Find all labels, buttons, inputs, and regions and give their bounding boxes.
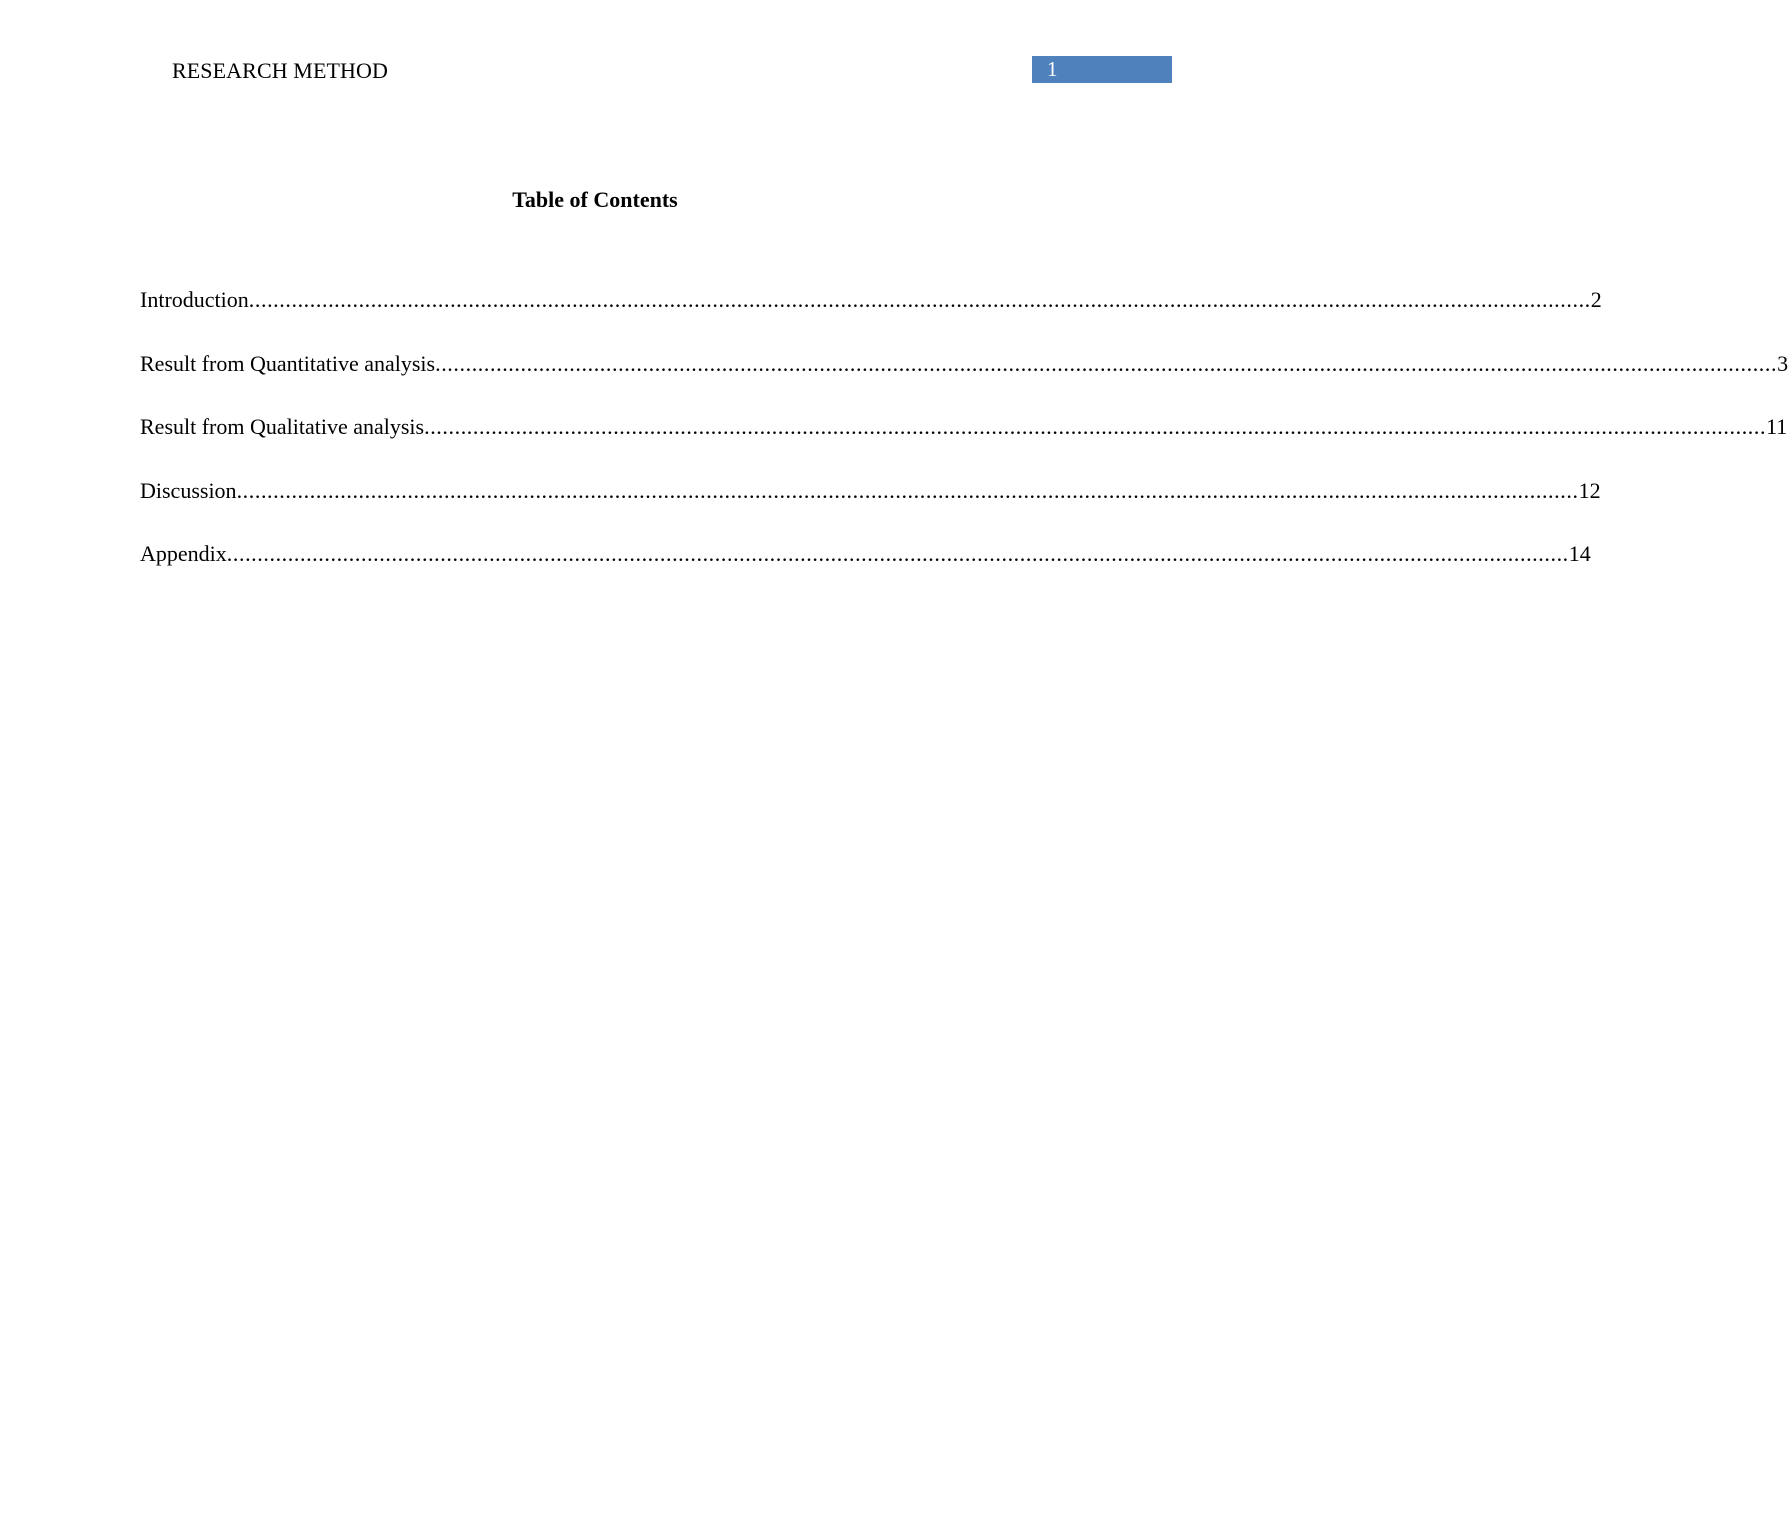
toc-entry-page: 14	[1568, 541, 1591, 566]
toc-title: Table of Contents	[512, 187, 678, 212]
toc-entry-page: 11	[1766, 414, 1788, 439]
toc-dot-leader: ............................................................................................................................................................................................................................	[435, 350, 1778, 376]
toc-entry-discussion[interactable]	[140, 477, 1601, 541]
toc-entry-introduction[interactable]	[140, 286, 1602, 350]
running-head: RESEARCH METHOD	[172, 58, 389, 83]
toc-entry-label: Introduction	[140, 287, 249, 312]
toc-dot-leader: ............................................................................................................................................................................................................................	[226, 541, 1569, 566]
page-number-box	[1032, 56, 1172, 83]
toc-list	[140, 286, 1788, 604]
toc-entry-appendix[interactable]	[140, 540, 1591, 604]
toc-entry-quantitative[interactable]	[140, 350, 1788, 414]
toc-entry-label: Appendix	[140, 541, 227, 566]
toc-entry-label: Result from Qualitative analysis	[140, 414, 425, 439]
toc-entry-label: Discussion	[140, 477, 237, 503]
toc-entry-page: 12	[1578, 477, 1601, 503]
toc-entry-page: 3	[1777, 350, 1788, 376]
toc-entry-qualitative[interactable]	[140, 413, 1788, 477]
toc-dot-leader: ............................................................................................................................................................................................................................	[236, 477, 1579, 503]
toc-dot-leader: ............................................................................................................................................................................................................................	[424, 414, 1767, 439]
toc-entry-page: 2	[1590, 287, 1602, 312]
toc-dot-leader: ............................................................................................................................................................................................................................	[248, 287, 1591, 312]
page-number: 1	[1047, 57, 1058, 81]
toc-entry-label: Result from Quantitative analysis	[140, 350, 436, 376]
